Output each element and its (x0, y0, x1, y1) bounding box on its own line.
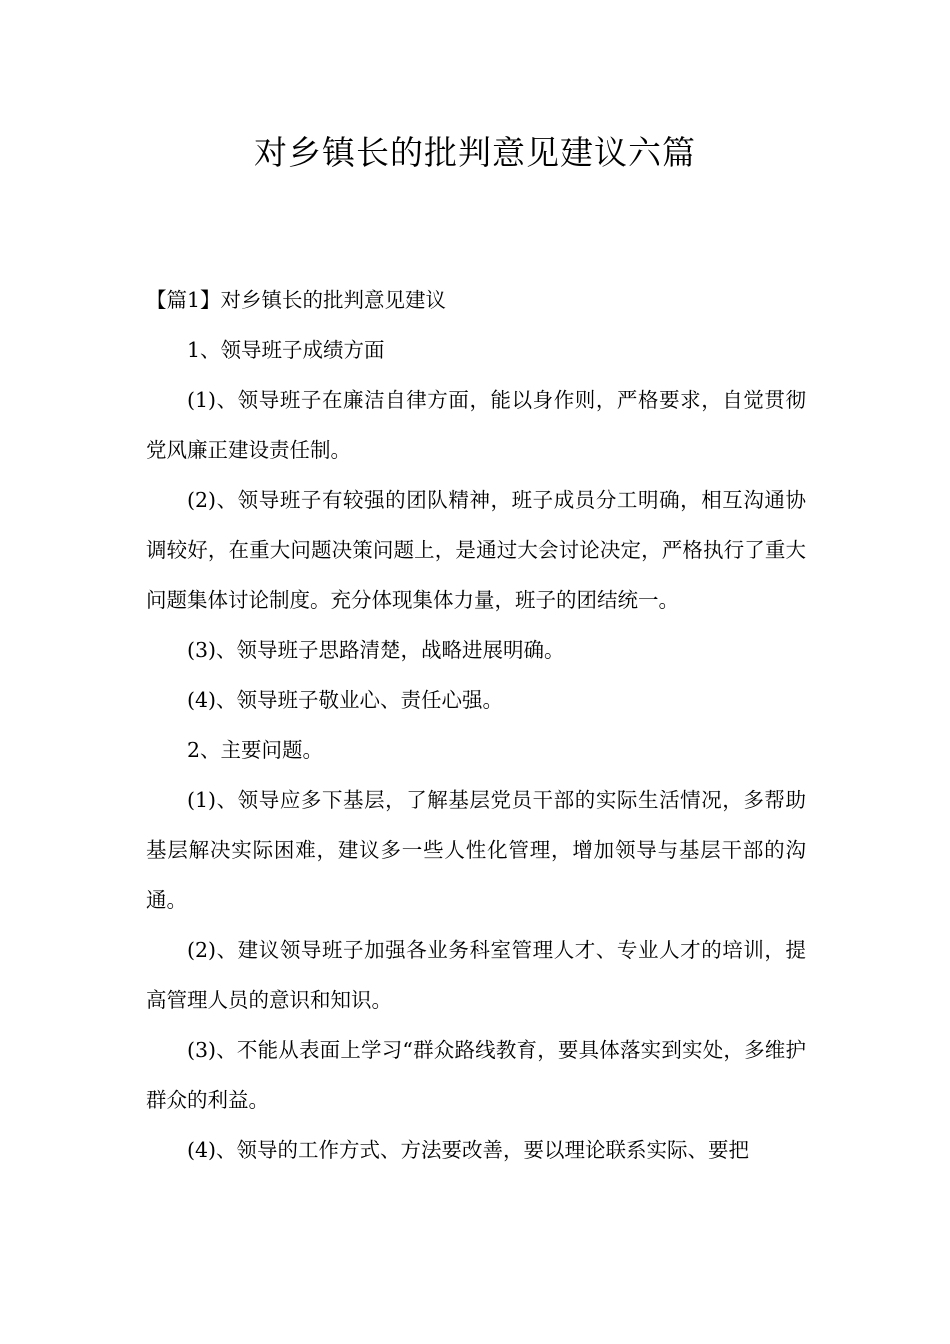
paragraph: (3)、领导班子思路清楚，战略进展明确。 (187, 638, 565, 662)
paragraph: (1)、领导班子在廉洁自律方面，能以身作则，严格要求，自觉贯彻党风廉正建设责任制。 (146, 388, 806, 462)
paragraph: (2)、领导班子有较强的团队精神，班子成员分工明确，相互沟通协调较好，在重大问题决策问题上，是通过大会讨论决定，严格执行了重大问题集体讨论制度。充分体现集体力量，班子的团结统一。 (146, 488, 806, 612)
section-heading: 【篇1】对乡镇长的批判意见建议 (146, 288, 447, 312)
document-body (146, 275, 806, 1175)
document-title: 对乡镇长的批判意见建议六篇 (254, 133, 696, 172)
paragraph: (4)、领导的工作方式、方法要改善，要以理论联系实际、要把 (187, 1138, 750, 1162)
paragraph: (2)、建议领导班子加强各业务科室管理人才、专业人才的培训，提高管理人员的意识和知识。 (146, 938, 806, 1012)
paragraph: (1)、领导应多下基层，了解基层党员干部的实际生活情况，多帮助基层解决实际困难，建议多一些人性化管理，增加领导与基层干部的沟通。 (146, 788, 806, 912)
paragraph: (4)、领导班子敬业心、责任心强。 (187, 688, 504, 712)
paragraph: 2、主要问题。 (187, 738, 324, 762)
paragraph: (3)、不能从表面上学习“群众路线教育，要具体落实到实处，多维护群众的利益。 (146, 1038, 806, 1112)
paragraph: 1、领导班子成绩方面 (187, 338, 385, 362)
